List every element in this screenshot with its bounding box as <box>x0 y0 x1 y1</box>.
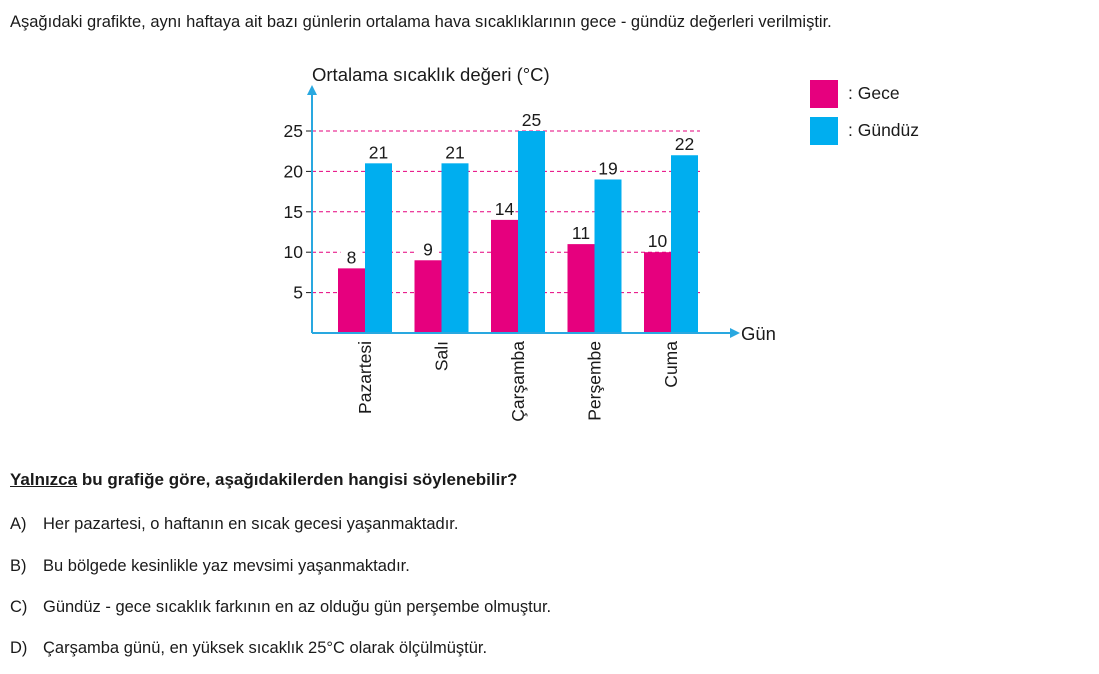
option-d[interactable] <box>10 639 487 658</box>
x-category-label: Cuma <box>661 341 681 388</box>
x-axis-label: Gün <box>741 323 776 344</box>
data-label: 25 <box>521 110 542 130</box>
y-axis-label: Ortalama sıcaklık değeri (°C) <box>312 64 550 85</box>
option-letter: D) <box>10 639 28 657</box>
option-text: Gündüz - gece sıcaklık farkının en az olduğu gün perşembe olmuştur. <box>43 598 552 616</box>
bar-gece <box>338 268 365 333</box>
legend <box>810 80 919 145</box>
y-tick-label: 25 <box>283 121 303 141</box>
bar-gece <box>644 252 671 333</box>
data-label: 19 <box>598 158 618 179</box>
bar-layer <box>338 110 698 333</box>
data-label: 21 <box>368 142 389 163</box>
data-label: 10 <box>647 231 668 252</box>
x-category-label: Perşembe <box>584 341 605 421</box>
y-axis-arrow <box>307 85 317 95</box>
bar-gece <box>415 260 442 333</box>
bar-gunduz <box>518 131 545 333</box>
intro-text: Aşağıdaki grafikte, aynı haftaya ait bazı günlerin ortalama hava sıcaklıklarının gece - gündüz değerleri verilmiştir. <box>10 13 832 31</box>
legend-label-gece: : Gece <box>848 83 900 103</box>
data-label: 22 <box>674 134 695 155</box>
question-emphasis: Yalnızca <box>10 470 78 489</box>
data-label: 21 <box>445 142 465 163</box>
bar-gunduz <box>365 163 392 333</box>
y-tick-label: 15 <box>283 201 303 222</box>
option-letter: C) <box>10 598 28 616</box>
data-label: 8 <box>346 247 357 268</box>
option-b[interactable] <box>10 557 410 576</box>
y-tick-label: 20 <box>283 161 303 182</box>
y-tick-label: 5 <box>293 282 303 303</box>
x-category-label: Pazartesi <box>355 341 375 414</box>
option-letter: B) <box>10 557 27 575</box>
bar-gunduz <box>595 179 622 333</box>
question-text <box>10 470 517 490</box>
x-category-label: Salı <box>431 341 452 372</box>
data-label: 14 <box>494 198 515 219</box>
bar-gece <box>491 220 518 333</box>
option-text: Çarşamba günü, en yüksek sıcaklık 25°C olarak ölçülmüştür. <box>43 639 488 657</box>
data-label: 11 <box>571 223 591 244</box>
legend-swatch-gunduz <box>810 117 838 145</box>
option-a[interactable] <box>10 515 458 534</box>
y-tick-label: 10 <box>283 242 303 263</box>
bar-gece <box>568 244 595 333</box>
option-text: Bu bölgede kesinlikle yaz mevsimi yaşanmaktadır. <box>43 557 410 575</box>
x-category-label: Çarşamba <box>508 341 528 422</box>
option-text: Her pazartesi, o haftanın en sıcak gecesi yaşanmaktadır. <box>43 515 459 533</box>
legend-swatch-gece <box>810 80 838 108</box>
bar-gunduz <box>442 163 469 333</box>
data-label: 9 <box>423 239 433 260</box>
x-axis-arrow <box>730 328 740 338</box>
legend-label-gunduz: : Gündüz <box>848 120 920 140</box>
option-letter: A) <box>10 515 27 533</box>
bar-gunduz <box>671 155 698 333</box>
option-c[interactable] <box>10 598 551 617</box>
question-rest: bu grafiğe göre, aşağıdakilerden hangisi söylenebilir? <box>77 470 518 489</box>
